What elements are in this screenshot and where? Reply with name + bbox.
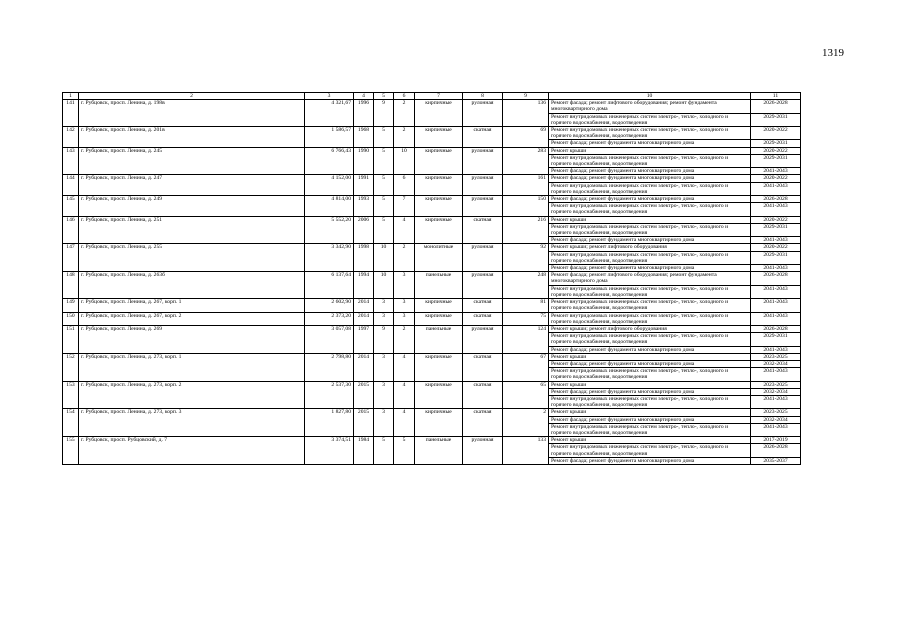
address-cell: г. Рубцовск, просп. Ленина, д. 245	[79, 147, 305, 175]
work-type-cell: Ремонт крыши	[549, 353, 751, 360]
wall-material-cell: кирпичные	[415, 353, 463, 381]
area-cell: 2 373,20	[305, 312, 354, 325]
work-type-cell: Ремонт внутридомовых инженерных систем электро-, тепло-, холодного и горячего водоснабжения, водоотведения	[549, 154, 751, 167]
period-cell: 2041-2043	[751, 299, 801, 312]
row-number-cell: 151	[63, 325, 79, 353]
period-cell: 2026-2028	[751, 444, 801, 457]
residents-cell: 283	[503, 147, 549, 175]
area-cell: 4 814,00	[305, 196, 354, 217]
address-cell: г. Рубцовск, просп. Рубцовский, д. 7	[79, 437, 305, 465]
period-cell: 2026-2028	[751, 272, 801, 285]
residents-cell: 69	[503, 127, 549, 148]
table-row	[63, 272, 801, 285]
work-type-cell: Ремонт внутридомовых инженерных систем электро-, тепло-, холодного и горячего водоснабжения, водоотведения	[549, 203, 751, 216]
table-row	[63, 299, 801, 312]
floors-cell: 3	[374, 312, 394, 325]
column-number-cell: 9	[503, 93, 549, 100]
area-cell: 1 586,57	[305, 127, 354, 148]
year-cell: 2014	[354, 353, 374, 381]
entrances-cell: 3	[394, 299, 415, 312]
area-cell: 5 552,20	[305, 216, 354, 244]
work-type-cell: Ремонт фасада; ремонт фундамента многоквартирного дома	[549, 237, 751, 244]
row-number-cell: 155	[63, 437, 79, 465]
roof-type-cell: скатная	[463, 409, 503, 437]
work-type-cell: Ремонт фасада; ремонт фундамента многоквартирного дома	[549, 265, 751, 272]
wall-material-cell: монолитные	[415, 244, 463, 272]
floors-cell: 5	[374, 127, 394, 148]
wall-material-cell: панельные	[415, 272, 463, 299]
residents-cell: 248	[503, 272, 549, 299]
roof-type-cell: рулонная	[463, 272, 503, 299]
floors-cell: 5	[374, 216, 394, 244]
floors-cell: 3	[374, 353, 394, 381]
work-type-cell: Ремонт внутридомовых инженерных систем электро-, тепло-, холодного и горячего водоснабжения, водоотведения	[549, 395, 751, 408]
wall-material-cell: кирпичные	[415, 147, 463, 175]
work-type-cell: Ремонт фасада; ремонт фундамента многоквартирного дома	[549, 416, 751, 423]
entrances-cell: 5	[394, 437, 415, 465]
row-number-cell: 142	[63, 127, 79, 148]
work-type-cell: Ремонт фасада; ремонт фундамента многоквартирного дома	[549, 175, 751, 182]
year-cell: 1996	[354, 100, 374, 127]
address-cell: г. Рубцовск, просп. Ленина, д. 267, корп. 1	[79, 299, 305, 312]
area-cell: 3 374,51	[305, 437, 354, 465]
row-number-cell: 148	[63, 272, 79, 299]
table-row	[63, 100, 801, 113]
table-row	[63, 409, 801, 416]
floors-cell: 3	[374, 381, 394, 409]
row-number-cell: 145	[63, 196, 79, 217]
row-number-cell: 149	[63, 299, 79, 312]
entrances-cell: 10	[394, 147, 415, 175]
work-type-cell: Ремонт фасада; ремонт фундамента многоквартирного дома	[549, 346, 751, 353]
period-cell: 2029-2031	[751, 113, 801, 126]
area-cell: 6 137,64	[305, 272, 354, 299]
period-cell: 2041-2043	[751, 285, 801, 298]
wall-material-cell: кирпичные	[415, 409, 463, 437]
period-cell: 2029-2031	[751, 154, 801, 167]
work-type-cell: Ремонт фасада; ремонт фундамента многоквартирного дома	[549, 388, 751, 395]
page-number: 1319	[822, 47, 844, 59]
roof-type-cell: рулонная	[463, 175, 503, 196]
roof-type-cell: рулонная	[463, 437, 503, 465]
roof-type-cell: скатная	[463, 312, 503, 325]
wall-material-cell: кирпичные	[415, 312, 463, 325]
roof-type-cell: скатная	[463, 299, 503, 312]
row-number-cell: 147	[63, 244, 79, 272]
period-cell: 2023-2025	[751, 381, 801, 388]
work-type-cell: Ремонт внутридомовых инженерных систем электро-, тепло-, холодного и горячего водоснабжения, водоотведения	[549, 251, 751, 264]
row-number-cell: 153	[63, 381, 79, 409]
work-type-cell: Ремонт крыши	[549, 216, 751, 223]
year-cell: 2006	[354, 216, 374, 244]
floors-cell: 10	[374, 272, 394, 299]
entrances-cell: 6	[394, 175, 415, 196]
residents-cell: 216	[503, 216, 549, 244]
repair-schedule-table	[62, 92, 801, 465]
residents-cell: 133	[503, 437, 549, 465]
residents-cell: 75	[503, 312, 549, 325]
period-cell: 2035-2037	[751, 457, 801, 464]
wall-material-cell: кирпичные	[415, 216, 463, 244]
column-number-cell: 7	[415, 93, 463, 100]
address-cell: г. Рубцовск, просп. Ленина, д. 201в	[79, 127, 305, 148]
period-cell: 2029-2031	[751, 223, 801, 236]
wall-material-cell: кирпичные	[415, 381, 463, 409]
residents-cell: 65	[503, 381, 549, 409]
period-cell: 2029-2031	[751, 333, 801, 346]
period-cell: 2032-2034	[751, 416, 801, 423]
work-type-cell: Ремонт внутридомовых инженерных систем электро-, тепло-, холодного и горячего водоснабжения, водоотведения	[549, 223, 751, 236]
work-type-cell: Ремонт внутридомовых инженерных систем электро-, тепло-, холодного и горячего водоснабжения, водоотведения	[549, 285, 751, 298]
period-cell: 2029-2031	[751, 140, 801, 147]
period-cell: 2032-2034	[751, 388, 801, 395]
entrances-cell: 3	[394, 272, 415, 299]
year-cell: 1993	[354, 196, 374, 217]
table-row	[63, 196, 801, 203]
entrances-cell: 4	[394, 216, 415, 244]
entrances-cell: 2	[394, 127, 415, 148]
wall-material-cell: кирпичные	[415, 299, 463, 312]
period-cell: 2020-2022	[751, 147, 801, 154]
area-cell: 4 321,67	[305, 100, 354, 127]
floors-cell: 5	[374, 196, 394, 217]
year-cell: 1968	[354, 127, 374, 148]
roof-type-cell: рулонная	[463, 147, 503, 175]
period-cell: 2041-2043	[751, 423, 801, 436]
work-type-cell: Ремонт крыши	[549, 147, 751, 154]
wall-material-cell: кирпичные	[415, 196, 463, 217]
row-number-cell: 141	[63, 100, 79, 127]
column-number-cell: 11	[751, 93, 801, 100]
floors-cell: 5	[374, 175, 394, 196]
table-row	[63, 353, 801, 360]
column-number-cell: 4	[354, 93, 374, 100]
work-type-cell: Ремонт фасада; ремонт фундамента многоквартирного дома	[549, 457, 751, 464]
work-type-cell: Ремонт внутридомовых инженерных систем электро-, тепло-, холодного и горячего водоснабжения, водоотведения	[549, 312, 751, 325]
period-cell: 2041-2043	[751, 168, 801, 175]
work-type-cell: Ремонт внутридомовых инженерных систем электро-, тепло-, холодного и горячего водоснабжения, водоотведения	[549, 113, 751, 126]
period-cell: 2017-2019	[751, 437, 801, 444]
period-cell: 2023-2025	[751, 353, 801, 360]
address-cell: г. Рубцовск, просп. Ленина, д. 273, корп. 2	[79, 381, 305, 409]
period-cell: 2041-2043	[751, 182, 801, 195]
address-cell: г. Рубцовск, просп. Ленина, д. 198в	[79, 100, 305, 127]
work-type-cell: Ремонт крыши	[549, 409, 751, 416]
entrances-cell: 2	[394, 244, 415, 272]
table-row	[63, 147, 801, 154]
area-cell: 2 798,80	[305, 353, 354, 381]
row-number-cell: 146	[63, 216, 79, 244]
floors-cell: 5	[374, 147, 394, 175]
entrances-cell: 4	[394, 353, 415, 381]
roof-type-cell: рулонная	[463, 325, 503, 353]
address-cell: г. Рубцовск, просп. Ленина, д. 249	[79, 196, 305, 217]
period-cell: 2023-2025	[751, 409, 801, 416]
table-row	[63, 312, 801, 325]
year-cell: 1997	[354, 325, 374, 353]
address-cell: г. Рубцовск, просп. Ленина, д. 267, корп. 2	[79, 312, 305, 325]
column-number-cell: 8	[463, 93, 503, 100]
year-cell: 1994	[354, 272, 374, 299]
roof-type-cell: рулонная	[463, 244, 503, 272]
year-cell: 2015	[354, 381, 374, 409]
area-cell: 6 766,43	[305, 147, 354, 175]
year-cell: 1998	[354, 244, 374, 272]
residents-cell: 136	[503, 100, 549, 127]
period-cell: 2020-2022	[751, 216, 801, 223]
period-cell: 2041-2043	[751, 346, 801, 353]
work-type-cell: Ремонт фасада; ремонт фундамента многоквартирного дома	[549, 360, 751, 367]
period-cell: 2020-2022	[751, 244, 801, 251]
roof-type-cell: скатная	[463, 127, 503, 148]
work-type-cell: Ремонт крыши	[549, 381, 751, 388]
floors-cell: 9	[374, 100, 394, 127]
column-number-row	[63, 93, 801, 100]
period-cell: 2026-2028	[751, 100, 801, 113]
floors-cell: 9	[374, 325, 394, 353]
year-cell: 1991	[354, 175, 374, 196]
residents-cell: 150	[503, 196, 549, 217]
period-cell: 2029-2031	[751, 251, 801, 264]
work-type-cell: Ремонт фасада; ремонт фундамента многоквартирного дома	[549, 140, 751, 147]
address-cell: г. Рубцовск, просп. Ленина, д. 269	[79, 325, 305, 353]
work-type-cell: Ремонт внутридомовых инженерных систем электро-, тепло-, холодного и горячего водоснабжения, водоотведения	[549, 127, 751, 140]
roof-type-cell: скатная	[463, 381, 503, 409]
roof-type-cell: рулонная	[463, 100, 503, 127]
wall-material-cell: кирпичные	[415, 127, 463, 148]
work-type-cell: Ремонт внутридомовых инженерных систем электро-, тепло-, холодного и горячего водоснабжения, водоотведения	[549, 299, 751, 312]
address-cell: г. Рубцовск, просп. Ленина, д. 263б	[79, 272, 305, 299]
column-number-cell: 2	[79, 93, 305, 100]
residents-cell: 161	[503, 175, 549, 196]
year-cell: 2015	[354, 409, 374, 437]
address-cell: г. Рубцовск, просп. Ленина, д. 251	[79, 216, 305, 244]
area-cell: 1 827,80	[305, 409, 354, 437]
period-cell: 2026-2028	[751, 325, 801, 332]
row-number-cell: 143	[63, 147, 79, 175]
table-row	[63, 437, 801, 444]
row-number-cell: 150	[63, 312, 79, 325]
residents-cell: 81	[503, 299, 549, 312]
work-type-cell: Ремонт внутридомовых инженерных систем электро-, тепло-, холодного и горячего водоснабжения, водоотведения	[549, 444, 751, 457]
entrances-cell: 2	[394, 325, 415, 353]
wall-material-cell: кирпичные	[415, 100, 463, 127]
period-cell: 2041-2043	[751, 265, 801, 272]
entrances-cell: 4	[394, 409, 415, 437]
row-number-cell: 154	[63, 409, 79, 437]
roof-type-cell: рулонная	[463, 196, 503, 217]
period-cell: 2041-2043	[751, 203, 801, 216]
entrances-cell: 4	[394, 381, 415, 409]
floors-cell: 5	[374, 437, 394, 465]
column-number-cell: 10	[549, 93, 751, 100]
work-type-cell: Ремонт внутридомовых инженерных систем электро-, тепло-, холодного и горячего водоснабжения, водоотведения	[549, 333, 751, 346]
entrances-cell: 3	[394, 312, 415, 325]
table-row	[63, 175, 801, 182]
entrances-cell: 2	[394, 100, 415, 127]
year-cell: 2014	[354, 312, 374, 325]
period-cell: 2041-2043	[751, 237, 801, 244]
area-cell: 4 152,00	[305, 175, 354, 196]
area-cell: 3 057,08	[305, 325, 354, 353]
table-row	[63, 325, 801, 332]
floors-cell: 3	[374, 299, 394, 312]
floors-cell: 10	[374, 244, 394, 272]
work-type-cell: Ремонт фасада; ремонт лифтового оборудования; ремонт фундамента многоквартирного дома	[549, 272, 751, 285]
year-cell: 1984	[354, 437, 374, 465]
period-cell: 2032-2034	[751, 360, 801, 367]
work-type-cell: Ремонт внутридомовых инженерных систем электро-, тепло-, холодного и горячего водоснабжения, водоотведения	[549, 182, 751, 195]
wall-material-cell: панельные	[415, 437, 463, 465]
work-type-cell: Ремонт крыши; ремонт лифтового оборудования	[549, 244, 751, 251]
work-type-cell: Ремонт крыши; ремонт лифтового оборудования	[549, 325, 751, 332]
column-number-cell: 3	[305, 93, 354, 100]
address-cell: г. Рубцовск, просп. Ленина, д. 255	[79, 244, 305, 272]
column-number-cell: 6	[394, 93, 415, 100]
period-cell: 2020-2022	[751, 175, 801, 182]
work-type-cell: Ремонт внутридомовых инженерных систем электро-, тепло-, холодного и горячего водоснабжения, водоотведения	[549, 368, 751, 381]
address-cell: г. Рубцовск, просп. Ленина, д. 273, корп. 1	[79, 353, 305, 381]
entrances-cell: 7	[394, 196, 415, 217]
area-cell: 2 602,90	[305, 299, 354, 312]
period-cell: 2041-2043	[751, 312, 801, 325]
wall-material-cell: кирпичные	[415, 175, 463, 196]
roof-type-cell: скатная	[463, 353, 503, 381]
residents-cell: 124	[503, 325, 549, 353]
row-number-cell: 144	[63, 175, 79, 196]
address-cell: г. Рубцовск, просп. Ленина, д. 247	[79, 175, 305, 196]
period-cell: 2026-2028	[751, 196, 801, 203]
work-type-cell: Ремонт внутридомовых инженерных систем электро-, тепло-, холодного и горячего водоснабжения, водоотведения	[549, 423, 751, 436]
year-cell: 1990	[354, 147, 374, 175]
row-number-cell: 152	[63, 353, 79, 381]
roof-type-cell: скатная	[463, 216, 503, 244]
work-type-cell: Ремонт фасада; ремонт фундамента многоквартирного дома	[549, 168, 751, 175]
period-cell: 2041-2043	[751, 395, 801, 408]
floors-cell: 3	[374, 409, 394, 437]
period-cell: 2020-2022	[751, 127, 801, 140]
area-cell: 2 537,30	[305, 381, 354, 409]
year-cell: 2014	[354, 299, 374, 312]
column-number-cell: 1	[63, 93, 79, 100]
residents-cell: 92	[503, 244, 549, 272]
area-cell: 3 342,90	[305, 244, 354, 272]
address-cell: г. Рубцовск, просп. Ленина, д. 273, корп. 3	[79, 409, 305, 437]
table-row	[63, 127, 801, 140]
period-cell: 2041-2043	[751, 368, 801, 381]
table-row	[63, 216, 801, 223]
residents-cell: 67	[503, 353, 549, 381]
wall-material-cell: панельные	[415, 325, 463, 353]
table-row	[63, 381, 801, 388]
residents-cell: 2	[503, 409, 549, 437]
work-type-cell: Ремонт фасада; ремонт лифтового оборудования; ремонт фундамента многоквартирного дома	[549, 100, 751, 113]
table-row	[63, 244, 801, 251]
work-type-cell: Ремонт крыши	[549, 437, 751, 444]
column-number-cell: 5	[374, 93, 394, 100]
work-type-cell: Ремонт фасада; ремонт фундамента многоквартирного дома	[549, 196, 751, 203]
